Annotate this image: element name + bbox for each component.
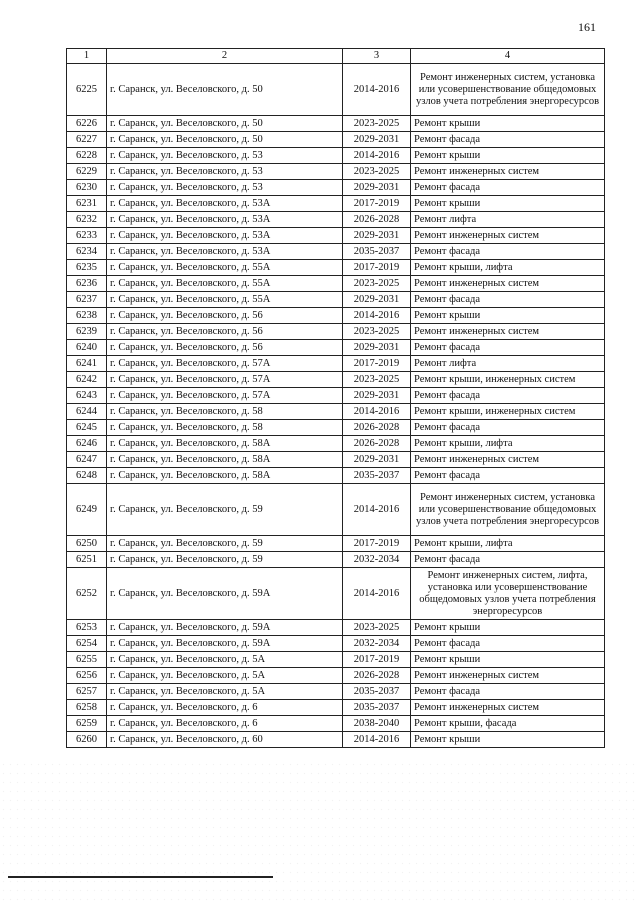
work-type-cell: Ремонт инженерных систем, лифта, установка или усовершенствование общедомовых узлов учета потребления энергоресурсов <box>411 568 605 620</box>
address-cell: г. Саранск, ул. Веселовского, д. 58А <box>107 468 343 484</box>
period-cell: 2026-2028 <box>343 420 411 436</box>
address-cell: г. Саранск, ул. Веселовского, д. 55А <box>107 260 343 276</box>
column-header-3: 3 <box>343 49 411 64</box>
row-number-cell: 6231 <box>67 196 107 212</box>
address-cell: г. Саранск, ул. Веселовского, д. 58А <box>107 452 343 468</box>
period-cell: 2029-2031 <box>343 340 411 356</box>
row-number-cell: 6227 <box>67 132 107 148</box>
row-number-cell: 6255 <box>67 652 107 668</box>
work-type-cell: Ремонт фасада <box>411 244 605 260</box>
work-type-cell: Ремонт крыши, лифта <box>411 536 605 552</box>
period-cell: 2017-2019 <box>343 536 411 552</box>
period-cell: 2014-2016 <box>343 404 411 420</box>
address-cell: г. Саранск, ул. Веселовского, д. 6 <box>107 700 343 716</box>
work-type-cell: Ремонт инженерных систем, установка или усовершенствование общедомовых узлов учета потребления энергоресурсов <box>411 64 605 116</box>
column-number-row <box>67 49 605 64</box>
table-row <box>67 652 605 668</box>
address-cell: г. Саранск, ул. Веселовского, д. 50 <box>107 116 343 132</box>
work-type-cell: Ремонт фасада <box>411 132 605 148</box>
row-number-cell: 6244 <box>67 404 107 420</box>
table-body <box>67 49 605 748</box>
row-number-cell: 6257 <box>67 684 107 700</box>
period-cell: 2023-2025 <box>343 620 411 636</box>
row-number-cell: 6259 <box>67 716 107 732</box>
period-cell: 2026-2028 <box>343 436 411 452</box>
period-cell: 2026-2028 <box>343 212 411 228</box>
work-type-cell: Ремонт инженерных систем <box>411 324 605 340</box>
work-type-cell: Ремонт крыши <box>411 652 605 668</box>
period-cell: 2014-2016 <box>343 484 411 536</box>
row-number-cell: 6240 <box>67 340 107 356</box>
row-number-cell: 6228 <box>67 148 107 164</box>
address-cell: г. Саранск, ул. Веселовского, д. 57А <box>107 372 343 388</box>
table-row <box>67 568 605 620</box>
column-header-4: 4 <box>411 49 605 64</box>
row-number-cell: 6256 <box>67 668 107 684</box>
period-cell: 2014-2016 <box>343 308 411 324</box>
address-cell: г. Саранск, ул. Веселовского, д. 58 <box>107 420 343 436</box>
table-row <box>67 148 605 164</box>
row-number-cell: 6237 <box>67 292 107 308</box>
address-cell: г. Саранск, ул. Веселовского, д. 59А <box>107 620 343 636</box>
period-cell: 2017-2019 <box>343 260 411 276</box>
column-header-1: 1 <box>67 49 107 64</box>
row-number-cell: 6238 <box>67 308 107 324</box>
work-type-cell: Ремонт инженерных систем <box>411 276 605 292</box>
work-type-cell: Ремонт фасада <box>411 180 605 196</box>
row-number-cell: 6252 <box>67 568 107 620</box>
table-row <box>67 404 605 420</box>
work-type-cell: Ремонт инженерных систем <box>411 164 605 180</box>
table-row <box>67 684 605 700</box>
period-cell: 2023-2025 <box>343 164 411 180</box>
table-row <box>67 536 605 552</box>
page-number: 161 <box>578 20 596 34</box>
address-cell: г. Саранск, ул. Веселовского, д. 59А <box>107 568 343 620</box>
period-cell: 2023-2025 <box>343 324 411 340</box>
period-cell: 2023-2025 <box>343 372 411 388</box>
table-row <box>67 732 605 748</box>
row-number-cell: 6258 <box>67 700 107 716</box>
address-cell: г. Саранск, ул. Веселовского, д. 5А <box>107 652 343 668</box>
table-row <box>67 64 605 116</box>
address-cell: г. Саранск, ул. Веселовского, д. 53 <box>107 180 343 196</box>
period-cell: 2014-2016 <box>343 148 411 164</box>
work-type-cell: Ремонт крыши <box>411 308 605 324</box>
work-type-cell: Ремонт фасада <box>411 292 605 308</box>
period-cell: 2032-2034 <box>343 552 411 568</box>
table-row <box>67 308 605 324</box>
row-number-cell: 6243 <box>67 388 107 404</box>
work-type-cell: Ремонт фасада <box>411 388 605 404</box>
address-cell: г. Саранск, ул. Веселовского, д. 59 <box>107 552 343 568</box>
work-type-cell: Ремонт крыши, лифта <box>411 260 605 276</box>
table-row <box>67 484 605 536</box>
work-type-cell: Ремонт крыши, инженерных систем <box>411 404 605 420</box>
period-cell: 2023-2025 <box>343 116 411 132</box>
row-number-cell: 6235 <box>67 260 107 276</box>
table-row <box>67 388 605 404</box>
table-row <box>67 636 605 652</box>
table-row <box>67 356 605 372</box>
work-type-cell: Ремонт фасада <box>411 468 605 484</box>
table-row <box>67 228 605 244</box>
period-cell: 2017-2019 <box>343 356 411 372</box>
row-number-cell: 6249 <box>67 484 107 536</box>
table-row <box>67 420 605 436</box>
address-cell: г. Саранск, ул. Веселовского, д. 53А <box>107 244 343 260</box>
row-number-cell: 6226 <box>67 116 107 132</box>
table-row <box>67 292 605 308</box>
work-type-cell: Ремонт крыши <box>411 116 605 132</box>
address-cell: г. Саранск, ул. Веселовского, д. 5А <box>107 684 343 700</box>
address-cell: г. Саранск, ул. Веселовского, д. 5А <box>107 668 343 684</box>
table-row <box>67 132 605 148</box>
work-type-cell: Ремонт крыши <box>411 620 605 636</box>
row-number-cell: 6241 <box>67 356 107 372</box>
table-row <box>67 668 605 684</box>
period-cell: 2026-2028 <box>343 668 411 684</box>
period-cell: 2035-2037 <box>343 468 411 484</box>
address-cell: г. Саранск, ул. Веселовского, д. 55А <box>107 292 343 308</box>
row-number-cell: 6239 <box>67 324 107 340</box>
row-number-cell: 6242 <box>67 372 107 388</box>
work-type-cell: Ремонт инженерных систем, установка или усовершенствование общедомовых узлов учета потребления энергоресурсов <box>411 484 605 536</box>
period-cell: 2023-2025 <box>343 276 411 292</box>
table-row <box>67 196 605 212</box>
period-cell: 2029-2031 <box>343 180 411 196</box>
table-row <box>67 436 605 452</box>
address-cell: г. Саранск, ул. Веселовского, д. 53 <box>107 148 343 164</box>
work-type-cell: Ремонт фасада <box>411 552 605 568</box>
address-cell: г. Саранск, ул. Веселовского, д. 59 <box>107 536 343 552</box>
address-cell: г. Саранск, ул. Веселовского, д. 58 <box>107 404 343 420</box>
address-cell: г. Саранск, ул. Веселовского, д. 56 <box>107 324 343 340</box>
work-type-cell: Ремонт крыши <box>411 196 605 212</box>
row-number-cell: 6230 <box>67 180 107 196</box>
row-number-cell: 6260 <box>67 732 107 748</box>
address-cell: г. Саранск, ул. Веселовского, д. 53А <box>107 228 343 244</box>
table-row <box>67 180 605 196</box>
period-cell: 2029-2031 <box>343 452 411 468</box>
period-cell: 2032-2034 <box>343 636 411 652</box>
row-number-cell: 6245 <box>67 420 107 436</box>
period-cell: 2035-2037 <box>343 684 411 700</box>
period-cell: 2014-2016 <box>343 568 411 620</box>
row-number-cell: 6233 <box>67 228 107 244</box>
address-cell: г. Саранск, ул. Веселовского, д. 53 <box>107 164 343 180</box>
work-type-cell: Ремонт крыши, лифта <box>411 436 605 452</box>
address-cell: г. Саранск, ул. Веселовского, д. 56 <box>107 308 343 324</box>
work-type-cell: Ремонт фасада <box>411 340 605 356</box>
work-type-cell: Ремонт фасада <box>411 684 605 700</box>
address-cell: г. Саранск, ул. Веселовского, д. 57А <box>107 388 343 404</box>
table-row <box>67 700 605 716</box>
work-type-cell: Ремонт лифта <box>411 356 605 372</box>
period-cell: 2014-2016 <box>343 64 411 116</box>
scan-noise <box>0 760 639 905</box>
period-cell: 2029-2031 <box>343 292 411 308</box>
address-cell: г. Саранск, ул. Веселовского, д. 55А <box>107 276 343 292</box>
footer-rule <box>8 876 273 878</box>
repair-schedule-table <box>66 48 605 748</box>
period-cell: 2029-2031 <box>343 388 411 404</box>
work-type-cell: Ремонт инженерных систем <box>411 452 605 468</box>
work-type-cell: Ремонт инженерных систем <box>411 668 605 684</box>
work-type-cell: Ремонт крыши <box>411 732 605 748</box>
row-number-cell: 6225 <box>67 64 107 116</box>
table-row <box>67 716 605 732</box>
table-row <box>67 452 605 468</box>
table-row <box>67 324 605 340</box>
period-cell: 2038-2040 <box>343 716 411 732</box>
column-header-2: 2 <box>107 49 343 64</box>
row-number-cell: 6246 <box>67 436 107 452</box>
table-row <box>67 276 605 292</box>
period-cell: 2014-2016 <box>343 732 411 748</box>
row-number-cell: 6247 <box>67 452 107 468</box>
address-cell: г. Саранск, ул. Веселовского, д. 57А <box>107 356 343 372</box>
address-cell: г. Саранск, ул. Веселовского, д. 59А <box>107 636 343 652</box>
work-type-cell: Ремонт крыши, инженерных систем <box>411 372 605 388</box>
work-type-cell: Ремонт фасада <box>411 636 605 652</box>
address-cell: г. Саранск, ул. Веселовского, д. 58А <box>107 436 343 452</box>
work-type-cell: Ремонт фасада <box>411 420 605 436</box>
period-cell: 2029-2031 <box>343 132 411 148</box>
period-cell: 2017-2019 <box>343 652 411 668</box>
work-type-cell: Ремонт крыши <box>411 148 605 164</box>
row-number-cell: 6251 <box>67 552 107 568</box>
table-row <box>67 244 605 260</box>
address-cell: г. Саранск, ул. Веселовского, д. 53А <box>107 196 343 212</box>
address-cell: г. Саранск, ул. Веселовского, д. 50 <box>107 132 343 148</box>
table-row <box>67 620 605 636</box>
address-cell: г. Саранск, ул. Веселовского, д. 56 <box>107 340 343 356</box>
address-cell: г. Саранск, ул. Веселовского, д. 50 <box>107 64 343 116</box>
work-type-cell: Ремонт лифта <box>411 212 605 228</box>
table-row <box>67 116 605 132</box>
table-row <box>67 212 605 228</box>
table-row <box>67 340 605 356</box>
period-cell: 2035-2037 <box>343 244 411 260</box>
row-number-cell: 6236 <box>67 276 107 292</box>
table-row <box>67 552 605 568</box>
address-cell: г. Саранск, ул. Веселовского, д. 6 <box>107 716 343 732</box>
table-row <box>67 164 605 180</box>
table-row <box>67 468 605 484</box>
work-type-cell: Ремонт крыши, фасада <box>411 716 605 732</box>
row-number-cell: 6232 <box>67 212 107 228</box>
row-number-cell: 6229 <box>67 164 107 180</box>
period-cell: 2029-2031 <box>343 228 411 244</box>
table-row <box>67 372 605 388</box>
row-number-cell: 6253 <box>67 620 107 636</box>
address-cell: г. Саранск, ул. Веселовского, д. 53А <box>107 212 343 228</box>
row-number-cell: 6248 <box>67 468 107 484</box>
row-number-cell: 6250 <box>67 536 107 552</box>
row-number-cell: 6254 <box>67 636 107 652</box>
period-cell: 2017-2019 <box>343 196 411 212</box>
address-cell: г. Саранск, ул. Веселовского, д. 59 <box>107 484 343 536</box>
work-type-cell: Ремонт инженерных систем <box>411 700 605 716</box>
work-type-cell: Ремонт инженерных систем <box>411 228 605 244</box>
table-row <box>67 260 605 276</box>
row-number-cell: 6234 <box>67 244 107 260</box>
period-cell: 2035-2037 <box>343 700 411 716</box>
address-cell: г. Саранск, ул. Веселовского, д. 60 <box>107 732 343 748</box>
